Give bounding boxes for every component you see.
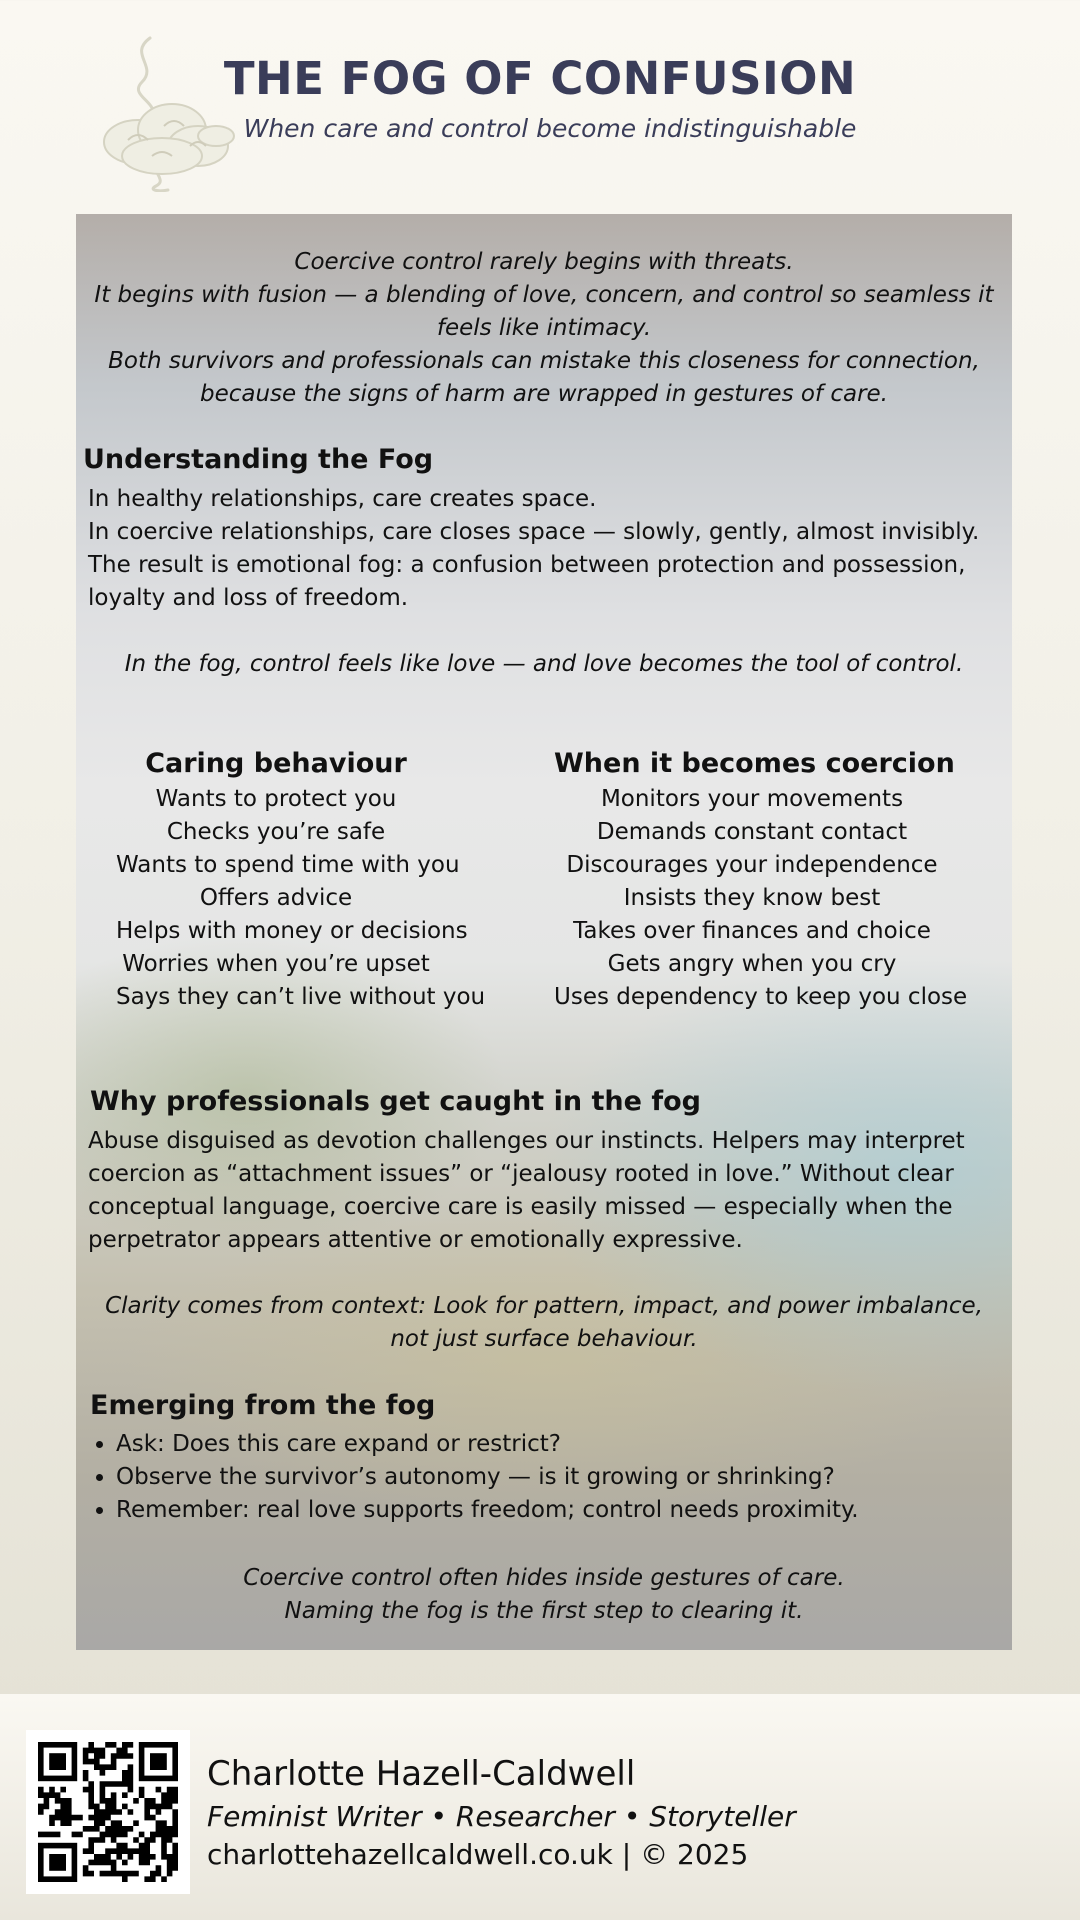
list-item: Offers advice [199, 885, 353, 911]
website-link[interactable]: charlottehazellcaldwell.co.uk | © 2025 [207, 1838, 749, 1871]
author-roles: Feminist Writer • Researcher • Storyteller [207, 1800, 796, 1833]
body-line: coercion as “attachment issues” or “jealousy rooted in love.” Without clear [88, 1161, 954, 1187]
professionals-quote [76, 1290, 1012, 1356]
quote-line: Coercive control often hides inside gestures of care. [243, 1565, 845, 1591]
list-item: Takes over finances and choice [573, 918, 931, 944]
list-item: • Ask: Does this care expand or restrict? [116, 1428, 859, 1461]
body-line: conceptual language, coercive care is easily missed — especially when the [88, 1194, 953, 1220]
intro-line: Coercive control rarely begins with threats. [294, 249, 794, 275]
list-item: Discourages your independence [566, 852, 938, 878]
list-item: Uses dependency to keep you close [554, 984, 968, 1010]
page-subtitle: When care and control become indistinguishable [243, 114, 857, 143]
body-line: Abuse disguised as devotion challenges our instincts. Helpers may interpret [88, 1128, 965, 1154]
list-item: • Remember: real love supports freedom; control needs proximity. [116, 1494, 859, 1527]
intro-line: because the signs of harm are wrapped in gestures of care. [199, 381, 888, 407]
qr-code-icon[interactable] [26, 1730, 190, 1894]
quote-line: In the fog, control feels like love — and love becomes the tool of control. [124, 651, 964, 677]
footer [0, 1694, 1080, 1920]
caring-column [116, 748, 486, 1014]
list-item: Insists they know best [623, 885, 881, 911]
intro-text [86, 246, 1002, 411]
list-item: • Observe the survivor’s autonomy — is it growing or shrinking? [116, 1461, 859, 1494]
list-item: Checks you’re safe [166, 819, 386, 845]
page-title: THE FOG OF CONFUSION [223, 52, 857, 105]
professionals-heading: Why professionals get caught in the fog [90, 1086, 701, 1117]
list-item: Monitors your movements [600, 786, 904, 812]
list-item: Wants to spend time with you [116, 852, 460, 878]
author-name: Charlotte Hazell-Caldwell [207, 1754, 636, 1794]
quote-line: not just surface behaviour. [390, 1326, 698, 1352]
body-line: perpetrator appears attentive or emotionally expressive. [88, 1227, 743, 1253]
content-card [76, 214, 1012, 1650]
coercion-column [554, 748, 968, 1014]
intro-line: It begins with fusion — a blending of love, concern, and control so seamless it [94, 282, 994, 308]
professionals-body [88, 1125, 965, 1257]
list-item: Says they can’t live without you [116, 984, 486, 1010]
list-item: Helps with money or decisions [116, 918, 468, 944]
emerging-list [88, 1428, 859, 1527]
quote-line: Clarity comes from context: Look for pattern, impact, and power imbalance, [105, 1293, 983, 1319]
body-line: The result is emotional fog: a confusion between protection and possession, [88, 552, 966, 578]
body-line: In coercive relationships, care closes space — slowly, gently, almost invisibly. [88, 519, 980, 545]
header [0, 0, 1080, 214]
list-item: Wants to protect you [155, 786, 397, 812]
list-item: Demands constant contact [596, 819, 908, 845]
body-line: loyalty and loss of freedom. [88, 585, 409, 611]
closing-quote [76, 1562, 1012, 1628]
body-line: In healthy relationships, care creates space. [88, 486, 597, 512]
emerging-heading: Emerging from the fog [90, 1390, 436, 1421]
intro-line: feels like intimacy. [436, 315, 652, 341]
intro-line: Both survivors and professionals can mistake this closeness for connection, [108, 348, 980, 374]
coercion-heading: When it becomes coercion [554, 748, 955, 779]
understanding-quote [76, 648, 1012, 681]
list-item: Worries when you’re upset [122, 951, 430, 977]
quote-line: Naming the fog is the first step to clearing it. [284, 1598, 804, 1624]
understanding-heading: Understanding the Fog [83, 444, 434, 475]
list-item: Gets angry when you cry [607, 951, 897, 977]
understanding-body [88, 483, 979, 615]
caring-heading: Caring behaviour [145, 748, 407, 779]
